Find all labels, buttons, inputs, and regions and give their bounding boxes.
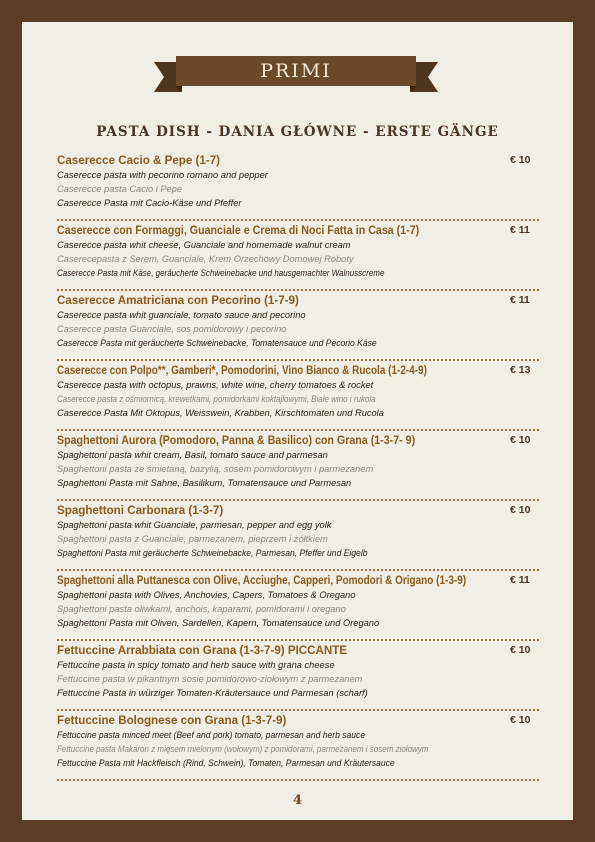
dish-description-en: Caserecce pasta whit guanciale, tomato sauce and pecorino [57, 310, 306, 320]
dish-price: € 10 [510, 714, 531, 726]
dish-price: € 11 [510, 294, 530, 306]
dish-description-de: Caserecce Pasta mit geräucherte Schweinebacke, Tomatensauce und Pecorio Käse [57, 338, 377, 348]
dotted-divider [57, 709, 539, 711]
dotted-divider [57, 499, 539, 501]
dish-name: Caserecce Amatriciana con Pecorino (1-7-9) [57, 294, 299, 307]
dish-description-de: Spaghettoni Pasta mit Oliven, Sardellen, Kapern, Tomatensauce und Oregano [57, 618, 380, 628]
dish-name: Spaghettoni Aurora (Pomodoro, Panna & Basilico) con Grana (1-3-7- 9) [57, 434, 416, 447]
page-number: 4 [292, 793, 303, 808]
dish-name: Spaghettoni Carbonara (1-3-7) [57, 504, 224, 517]
dotted-divider [57, 639, 539, 641]
dish-description-pl: Caserecce pasta Guanciale, sos pomidorowy i pecorino [57, 324, 287, 334]
dish-description-de: Spaghettoni Pasta mit Sahne, Basilikum, Tomatensauce und Parmesan [57, 478, 352, 488]
section-banner [154, 52, 438, 94]
section-title: PRIMI [260, 60, 332, 82]
section-subtitle: PASTA DISH - DANIA GŁÓWNE - ERSTE GÄNGE [96, 124, 499, 140]
dish-description-pl: Caserecce pasta Cacio i Pepe [57, 184, 183, 194]
dotted-divider [57, 779, 539, 781]
dish-description-pl: Caserecepasta z Serem, Guanciale, Krem Orzechowy Domowej Roboty [57, 254, 354, 264]
dish-description-en: Spaghettoni pasta whit cream, Basil, tomato sauce and parmesan [57, 450, 328, 460]
dish-description-de: Fettuccine Pasta mit Hackfleisch (Rind, Schwein), Tomaten, Parmesan und Kräutersauce [57, 758, 395, 768]
dish-description-en: Caserecce pasta with octopus, prawns, white wine, cherry tomatoes & rocket [57, 380, 374, 390]
dish-price: € 10 [510, 644, 531, 656]
dish-description-de: Spaghettoni Pasta mit geräucherte Schweinebacke, Parmesan, Pfeffer und Eigelb [57, 548, 368, 558]
dish-description-de: Caserecce Pasta mit Käse, geräucherte Schweinebacke und hausgemachter Walnusscreme [57, 268, 385, 278]
dotted-divider [57, 359, 539, 361]
dotted-divider [57, 219, 539, 221]
dish-description-en: Caserecce pasta whit cheese, Guanciale and homemade walnut cream [57, 240, 351, 250]
menu-page [22, 22, 573, 820]
dish-price: € 11 [510, 224, 530, 236]
dish-name: Fettuccine Bolognese con Grana (1-3-7-9) [57, 714, 287, 727]
dish-name: Caserecce Cacio & Pepe (1-7) [57, 154, 221, 167]
dish-description-de: Fettuccine Pasta in würziger Tomaten-Kräutersauce und Parmesan (scharf) [57, 688, 368, 698]
dish-description-pl: Spaghettoni pasta z Guanciale, parmezanem, pieprzem i żółtkiem [57, 534, 328, 544]
dish-price: € 10 [510, 434, 531, 446]
dish-description-pl: Caserecce pasta z ośmiornicą, krewetkami, pomidorkami koktajlowymi, Białe wino i rukola [57, 394, 376, 404]
dish-name: Caserecce con Formaggi, Guanciale e Crema di Noci Fatta in Casa (1-7) [57, 224, 420, 237]
dotted-divider [57, 429, 539, 431]
dish-price: € 11 [510, 574, 530, 586]
dish-description-pl: Spaghettoni pasta ze śmietaną, bazylią, sosem pomidorowym i parmezanem [57, 464, 374, 474]
dish-description-en: Caserecce pasta with pecorino romano and pepper [57, 170, 268, 180]
dish-name: Spaghettoni alla Puttanesca con Olive, Acciughe, Capperi, Pomodori & Origano (1-3-9) [57, 574, 467, 587]
dish-price: € 13 [510, 364, 531, 376]
dish-description-pl: Fettuccine pasta Makaron z mięsem mielonym (wołowym) z pomidorami, parmezanem i sosem ziołowym [57, 744, 429, 754]
dish-description-en: Fettuccine pasta in spicy tomato and herb sauce with grana cheese [57, 660, 335, 670]
dish-description-de: Caserecce Pasta mit Cacio-Käse und Pfeffer [57, 198, 242, 208]
dish-description-en: Spaghettoni pasta whit Guanciale, parmesan, pepper and egg yolk [57, 520, 332, 530]
dish-description-pl: Spaghettoni pasta oliwkami, anchois, kaparami, pomidorami i oregano [57, 604, 346, 614]
dish-price: € 10 [510, 504, 531, 516]
dish-price: € 10 [510, 154, 531, 166]
dish-description-pl: Fettuccine pasta w pikantnym sosie pomidorowo-ziołowym z parmezanem [57, 674, 363, 684]
dish-name: Caserecce con Polpo**, Gamberi*, Pomodorini, Vino Bianco & Rucola (1-2-4-9) [57, 364, 427, 377]
dotted-divider [57, 289, 539, 291]
dish-description-de: Caserecce Pasta Mit Oktopus, Weisswein, Krabben, Kirschtomaten und Rucola [57, 408, 384, 418]
dotted-divider [57, 569, 539, 571]
dish-description-en: Spaghettoni pasta with Olives, Anchovies, Capers, Tomatoes & Oregano [57, 590, 356, 600]
dish-name: Fettuccine Arrabbiata con Grana (1-3-7-9) PICCANTE [57, 644, 348, 657]
dish-description-en: Fettuccine pasta minced meet (Beef and pork) tomato, parmesan and herb sauce [57, 730, 366, 740]
